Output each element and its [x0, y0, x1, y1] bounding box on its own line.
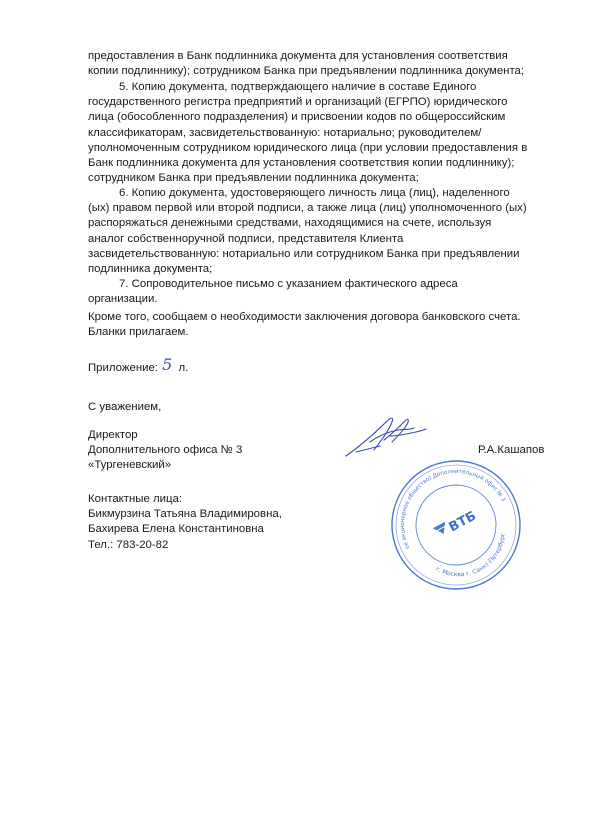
text-line: лица (обособленного подразделения) и присвоении кодов по общероссийским [88, 111, 506, 124]
stamp-logo-text: ВТБ [446, 508, 479, 536]
stamp-ring-text: (открытое акционерное общество) Дополнительный офис № 3 [399, 468, 507, 550]
attachment-label: Приложение: [88, 362, 158, 374]
svg-text:Банк ВТБ (открытое акционерное [386, 455, 506, 561]
svg-text:г. Москва г. Санкт-Петербург [433, 530, 518, 592]
signatory-title-line: Дополнительного офиса № 3 [88, 444, 243, 457]
contact-person: Бикмурзина Татьяна Владимировна, [88, 508, 282, 521]
vtb-logo-icon [433, 508, 479, 543]
text-line: аналог собственноручной подписи, представителя Клиента [88, 232, 404, 245]
text-line: 5. Копию документа, подтверждающего наличие в составе Единого [119, 81, 477, 93]
paragraph-continuation [88, 49, 550, 79]
attachment-line [88, 355, 189, 376]
text-line: Кроме того, сообщаем о необходимости заключения договора банковского счета. [88, 311, 521, 323]
regards: С уважением, [88, 401, 162, 413]
attachment-unit: л. [178, 362, 189, 374]
signatory-title-line: Директор [88, 429, 138, 441]
text-line: 7. Сопроводительное письмо с указанием фактического адреса [119, 278, 458, 290]
text-line: (ых) правом первой или второй подписи, а также лица (лиц) уполномоченного (ых) [88, 202, 527, 215]
text-line: организации. [88, 293, 158, 306]
text-line: классификаторам, засвидетельствованную: нотариально; руководителем/ [88, 126, 482, 139]
signatory-title-line: «Тургеневский» [88, 459, 172, 472]
text-line: 6. Копию документа, удостоверяющего личность лица (лиц), наделенного [119, 187, 510, 199]
contacts-label: Контактные лица: [88, 493, 183, 505]
contact-person: Бахирева Елена Константиновна [88, 523, 264, 536]
text-line: копии подлиннику); сотрудником Банка при предъявлении подлинника документа; [88, 65, 525, 78]
contact-phone: Тел.: 783-20-82 [88, 538, 169, 551]
text-line: государственного регистра предприятий и организаций (ЕГРПО) юридического [88, 96, 508, 109]
attachment-count-handwritten: 5 [162, 355, 173, 374]
text-line: сотрудником Банка при предъявлении подлинника документа; [88, 172, 419, 185]
text-line: предоставления в Банк подлинника документа для установления соответствия [88, 50, 508, 62]
list-item-7 [88, 277, 550, 307]
list-item-6 [88, 186, 550, 277]
list-item-5 [88, 80, 550, 186]
stamp-ring-text-bottom: г. Москва г. Санкт-Петербург [434, 532, 507, 579]
text-line: Бланки прилагаем. [88, 326, 189, 339]
closing-paragraph [88, 310, 550, 340]
text-line: уполномоченным сотрудником юридического лица (при условии предоставления в [88, 141, 528, 154]
text-line: Банк подлинника документа для установления соответствия копии подлиннику); [88, 157, 515, 170]
signatory-name: Р.А.Кашапов [478, 444, 545, 456]
text-line: распоряжаться денежными средствами, находящимися на счете, используя [88, 217, 492, 230]
bank-stamp [386, 455, 526, 595]
text-line: засвидетельствованную: нотариально или сотрудником Банка при предъявлении [88, 247, 520, 260]
text-line: подлинника документа; [88, 263, 213, 276]
